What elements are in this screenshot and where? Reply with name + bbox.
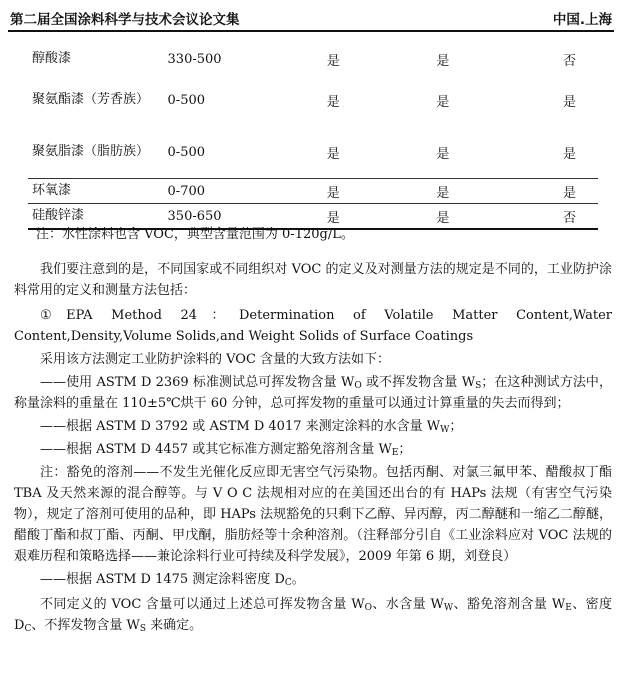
voc-table <box>28 44 598 230</box>
paragraph-astm-3792: ——根据 ASTM D 3792 或 ASTM D 4017 来测定涂料的水含量 $W_W$； <box>40 419 463 435</box>
paragraph-method-summary: 采用该方法测定工业防护涂料的 VOC 含量的大致方法如下： <box>40 352 391 367</box>
table-row <box>28 179 598 204</box>
voc-range: 0-500 <box>156 126 279 179</box>
table-cell: 否 <box>498 204 598 230</box>
page-header <box>8 4 614 32</box>
table-note: 注：水性涂料也含 VOC，典型含量范围为 0-120g/L。 <box>36 227 354 242</box>
coating-name: 环氧漆 <box>28 179 156 204</box>
table-row <box>28 74 598 126</box>
table-row <box>28 44 598 74</box>
header-proceedings-title: 第二届全国涂料科学与技术会议论文集 <box>10 12 240 28</box>
paragraph-epa-method: ①EPA Method 24：Determination of Volatile Matter Content,Water Content,Density,Volume Solids,and Weight Solids of Surface Coatings <box>14 308 612 344</box>
paragraph-astm-2369: ——使用 ASTM D 2369 标准测试总可挥发物含量 $W_O$ 或不挥发物含量 $W_S$；在这种测试方法中，称量涂料的重量在 110±5℃烘干 60 分钟，总可挥发物的重量可以通过计算重量的失去而得到； <box>14 375 612 411</box>
table-cell: 否 <box>562 53 576 69</box>
table-cell: 是 <box>498 126 598 179</box>
header-location: 中国.上海 <box>552 12 612 28</box>
voc-range: 350-650 <box>156 204 279 230</box>
coating-name: 聚氨脂漆（脂肪族） <box>28 126 156 179</box>
table-cell: 是 <box>388 126 498 179</box>
table-cell: 是 <box>388 179 498 204</box>
table-cell: 是 <box>278 204 388 230</box>
table-row <box>28 126 598 179</box>
table-cell: 是 <box>388 204 498 230</box>
voc-range: 0-500 <box>167 92 206 108</box>
table-cell: 是 <box>498 179 598 204</box>
table-cell: 是 <box>278 179 388 204</box>
voc-range: 330-500 <box>167 51 222 67</box>
table-cell: 是 <box>326 94 340 110</box>
paragraph-astm-4457: ——根据 ASTM D 4457 或其它标准方测定豁免溶剂含量 $W_E$； <box>40 442 412 458</box>
paragraph-intro: 我们要注意到的是，不同国家或不同组织对 VOC 的定义及对测量方法的规定是不同的，工业防护涂料常用的定义和测量方法包括： <box>14 262 612 298</box>
table-cell: 是 <box>326 53 340 69</box>
coating-name: 硅酸锌漆 <box>28 204 156 230</box>
table-cell: 是 <box>562 94 576 110</box>
voc-range: 0-700 <box>156 179 279 204</box>
table-cell: 是 <box>436 94 450 110</box>
coating-name: 醇酸漆 <box>32 51 72 66</box>
paragraph-exempt-solvent-note: 注：豁免的溶剂——不发生光催化反应即无害空气污染物。包括丙酮、对氯三氟甲苯、醋酸叔丁酯 TBA 及天然来源的混合醇等。与 V O C 法规相对应的在美国还出台的有 HAPs 法规（有害空气污染物），规定了溶剂可使用的品种，即 HAPs 法规豁免的只剩下乙醇、异丙醇，丙二醇醚和一缩乙二醇醚，醋酸丁酯和叔丁酯、丙酮、甲戊酮，脂肪烃等十余种溶剂。（注释部分引自《工业涂料应对 VOC 法规的艰难历程和策略选择——兼论涂料行业可持续及科学发展》，2009 年第 6 期，刘登良） <box>14 465 612 564</box>
paragraph-voc-determination: 不同定义的 VOC 含量可以通过上述总可挥发物含量 $W_O$、水含量 $W_W$、豁免溶剂含量 $W_E$、密度 $D_C$、不挥发物含量 $W_S$ 来确定。 <box>14 597 612 634</box>
body-text <box>14 224 612 636</box>
coating-name: 聚氨酯漆（芳香族） <box>32 92 150 107</box>
paragraph-astm-1475: ——根据 ASTM D 1475 测定涂料密度 $D_C$。 <box>40 572 305 588</box>
table-cell: 是 <box>278 126 388 179</box>
table-cell: 是 <box>436 53 450 69</box>
